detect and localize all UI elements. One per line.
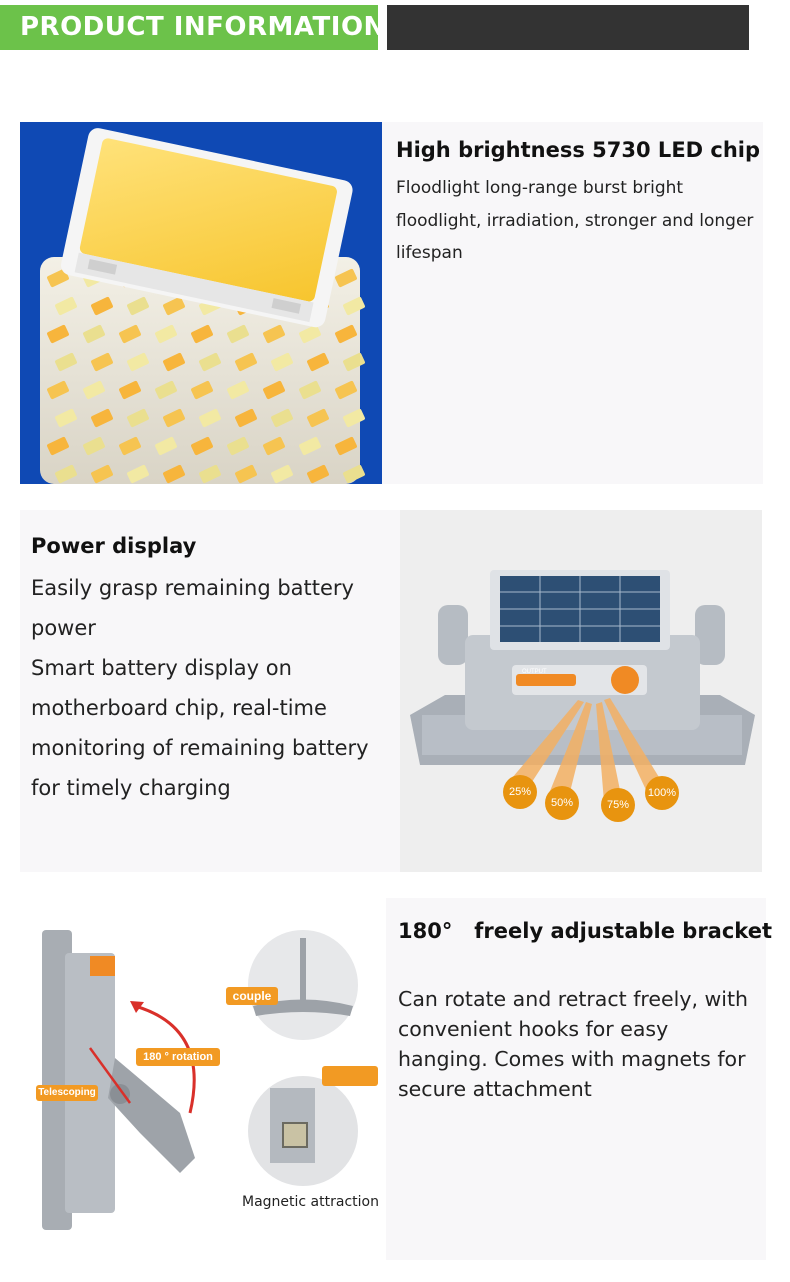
page-title: PRODUCT INFORMATION [20,12,386,42]
bracket-title: 180° freely adjustable bracket [398,919,772,943]
power-line: Smart battery display on [31,656,292,680]
magnet-tag [322,1066,378,1086]
bracket-image [20,898,386,1260]
power-line: Easily grasp remaining battery [31,576,354,600]
level-100-badge: 100% [645,776,679,810]
power-line: power [31,616,96,640]
telescoping-tag: Telescoping [36,1085,98,1101]
power-line: motherboard chip, real-time [31,696,327,720]
power-title: Power display [31,534,197,558]
level-25-badge: 25% [503,775,537,809]
battery-display-image [400,510,762,872]
rotation-tag: 180 ° rotation [136,1048,220,1066]
header-dark-bar [387,5,749,50]
power-description [31,568,396,808]
level-50-badge: 50% [545,786,579,820]
couple-tag: couple [226,987,278,1005]
level-75-badge: 75% [601,788,635,822]
chip-description: Floodlight long-range burst bright floodlight, irradiation, stronger and longer lifespan [396,178,754,263]
power-line: monitoring of remaining battery [31,736,369,760]
bracket-description: Can rotate and retract freely, with convenient hooks for easy hanging. Comes with magnets for secure attachment [398,987,748,1101]
output-port-label: OUTPUT [522,669,547,675]
led-chip-image [20,122,382,484]
magnetic-caption: Magnetic attraction [242,1194,379,1210]
chip-title: High brightness 5730 LED chip [396,138,761,162]
power-line: for timely charging [31,776,231,800]
